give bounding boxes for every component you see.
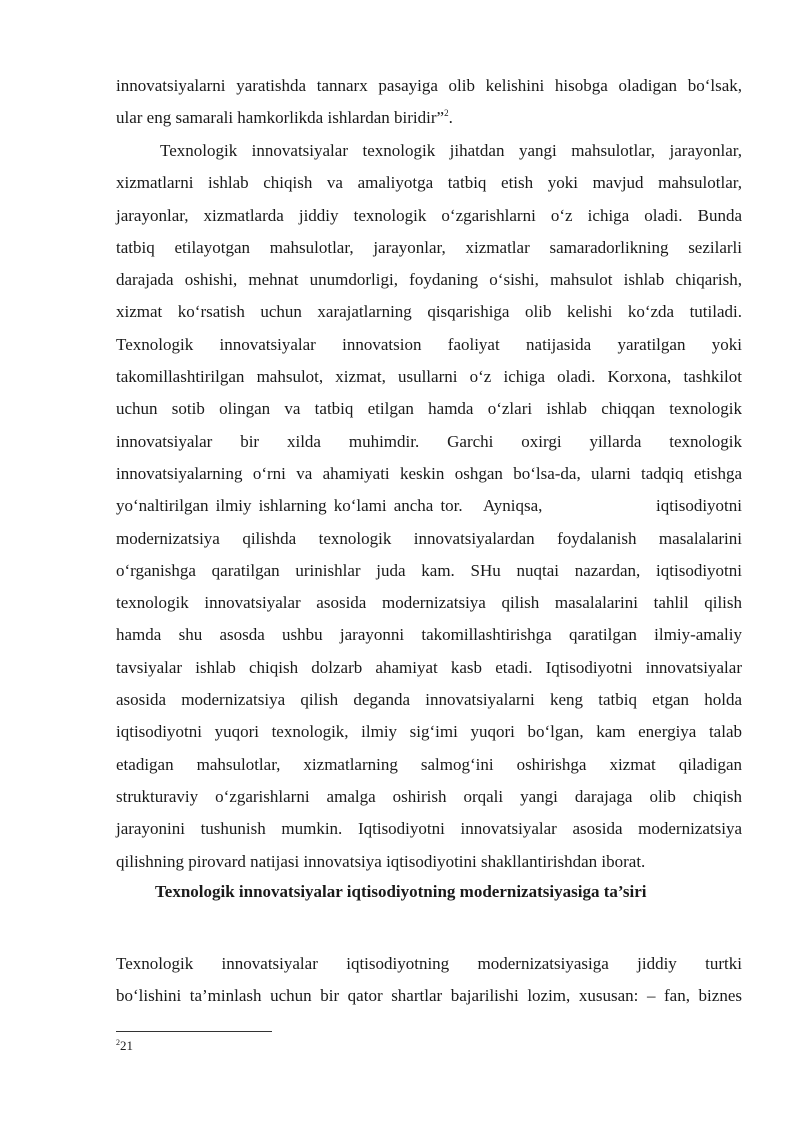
text-line: xizmatlarni ishlab chiqish va amaliyotga tatbiq etish yoki mavjud mahsulotlar, — [116, 173, 742, 193]
text-line: ular eng samarali hamkorlikda ishlardan biridir”$^2$. — [116, 108, 453, 128]
text-line: jarayonlar, xizmatlarda jiddiy texnologik o‘zgarishlarni o‘z ichiga oladi. Bunda — [116, 205, 742, 225]
text-line: yo‘naltirilgan ilmiy ishlarning ko‘lami ancha tor. Ayniqsa, iqtisodiyotni — [116, 496, 742, 516]
paragraph-conditions — [116, 948, 742, 1013]
text-line: strukturaviy o‘zgarishlarni amalga oshirish orqali yangi darajaga olib chiqish — [116, 786, 742, 806]
paragraph-continuation — [116, 70, 742, 135]
text-line: tatbiq etilayotgan mahsulotlar, jarayonlar, xizmatlar samaradorlikning sezilarli — [116, 237, 742, 257]
text-line: etadigan mahsulotlar, xizmatlarning salmog‘ini oshirishga xizmat qiladigan — [116, 754, 742, 774]
text-line: takomillashtirilgan mahsulot, xizmat, usullarni o‘z ichiga oladi. Korxona, tashkilot — [116, 367, 742, 387]
text-line: modernizatsiya qilishda texnologik innovatsiyalardan foydalanish masalalarini — [116, 528, 742, 548]
text-line: tavsiyalar ishlab chiqish dolzarb ahamiyat kasb etadi. Iqtisodiyotni innovatsiyalar — [116, 657, 742, 677]
text-line: iqtisodiyotni yuqori texnologik, ilmiy sig‘imi yuqori bo‘lgan, kam energiya talab — [116, 722, 742, 742]
footnote-text: 21 — [120, 1038, 133, 1053]
footnote-mark: 2 — [116, 1038, 120, 1047]
text-line: innovatsiyalar bir xilda muhimdir. Garchi oxirgi yillarda texnologik — [116, 431, 742, 451]
text-line: xizmat ko‘rsatish uchun xarajatlarning qisqarishiga olib kelishi ko‘zda tutiladi. — [116, 302, 742, 322]
text-line: darajada oshishi, mehnat unumdorligi, foydaning o‘sishi, mahsulot ishlab chiqarish, — [116, 270, 742, 290]
text-line: Texnologik innovatsiyalar texnologik jihatdan yangi mahsulotlar, jarayonlar, — [160, 141, 742, 160]
text-line: innovatsiyalarni yaratishda tannarx pasayiga olib kelishini hisobga oladigan bo‘lsak, — [116, 76, 742, 95]
text-line: innovatsiyalarning o‘rni va ahamiyati keskin oshgan bo‘lsa-da, ularni tadqiq etishga — [116, 463, 742, 483]
text-line: asosida modernizatsiya qilish deganda innovatsiyalarni keng tatbiq etgan holda — [116, 690, 742, 710]
section-heading: Texnologik innovatsiyalar iqtisodiyotning modernizatsiyasiga ta’siri — [155, 882, 647, 901]
text-line: uchun sotib olingan va tatbiq etilgan hamda o‘zlari ishlab chiqqan texnologik — [116, 399, 742, 419]
text-line: bo‘lishini ta’minlash uchun bir qator shartlar bajarilishi lozim, xususan: – fan, biznes — [116, 986, 742, 1006]
footnote-separator — [116, 1031, 272, 1032]
text-line: jarayonini tushunish mumkin. Iqtisodiyotni innovatsiyalar asosida modernizatsiya — [116, 819, 742, 839]
text-line: Texnologik innovatsiyalar iqtisodiyotning modernizatsiyasiga jiddiy turtki — [116, 954, 742, 973]
paragraph-technological-innovations — [116, 135, 742, 878]
text-line: hamda shu asosda ushbu jarayonni takomillashtirishga qaratilgan ilmiy-amaliy — [116, 625, 742, 645]
footnote-ref[interactable]: 2 — [444, 108, 449, 119]
footnote — [116, 1038, 133, 1054]
text-line: qilishning pirovard natijasi innovatsiya iqtisodiyotini shakllantirishdan iborat. — [116, 851, 646, 871]
text-line: Texnologik innovatsiyalar innovatsion faoliyat natijasida yaratilgan yoki — [116, 334, 742, 354]
text-line: o‘rganishga qaratilgan urinishlar juda kam. SHu nuqtai nazardan, iqtisodiyotni — [116, 560, 742, 580]
text-line: texnologik innovatsiyalar asosida modernizatsiya qilish masalalarini tahlil qilish — [116, 593, 742, 613]
